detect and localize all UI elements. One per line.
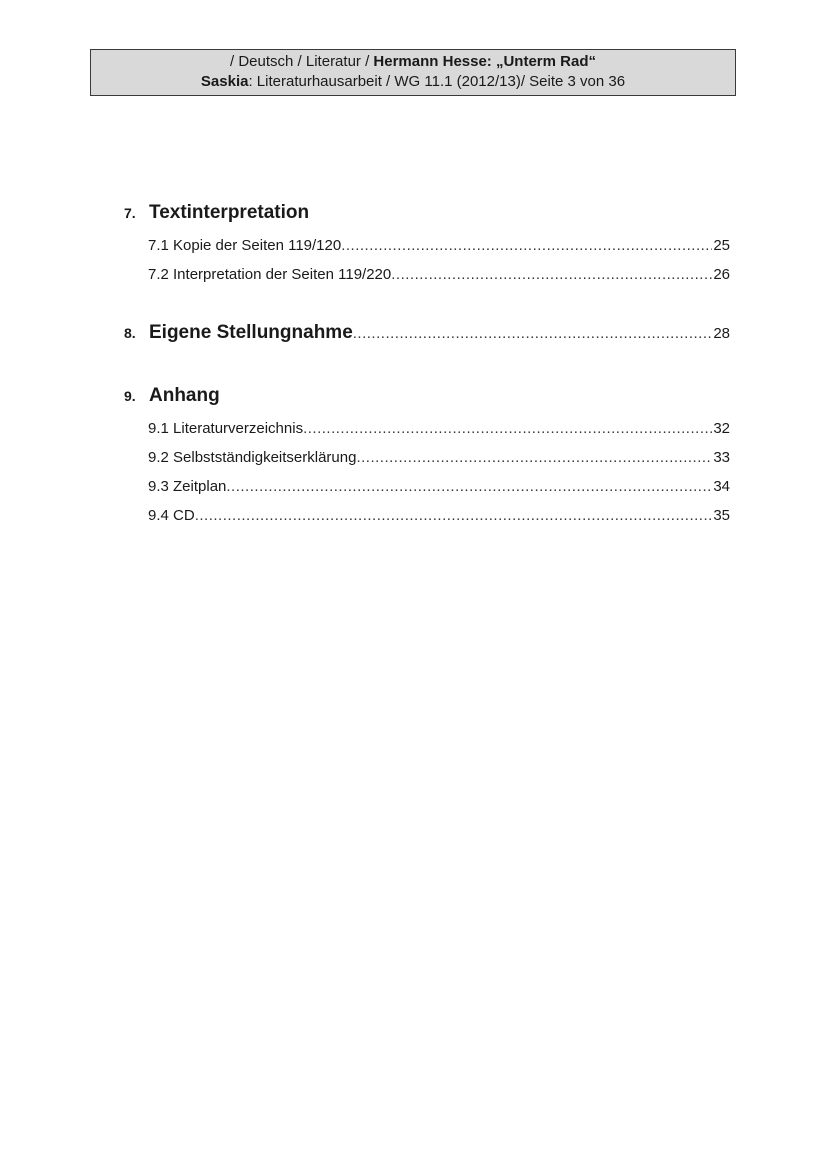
toc-entry-page: 25 — [713, 237, 730, 254]
section-number: 8. — [124, 325, 136, 341]
header-assignment-info: : Literaturhausarbeit / WG 11.1 (2012/13)/ Seite 3 von 36 — [248, 73, 626, 90]
section-title: Eigene Stellungnahme — [149, 322, 353, 343]
toc-section-heading — [124, 202, 730, 230]
toc-entry-page: 33 — [713, 449, 730, 466]
section-number: 7. — [124, 205, 136, 221]
section-number: 9. — [124, 388, 136, 404]
toc-entry-label: 9.2 Selbstständigkeitserklärung — [148, 449, 357, 466]
toc-section-heading — [124, 385, 730, 413]
page-header — [90, 49, 736, 96]
header-subject-path: / Deutsch / Literatur / — [230, 53, 374, 70]
toc-entry — [148, 501, 730, 530]
toc-entry-label: 7.1 Kopie der Seiten 119/120 — [148, 237, 342, 254]
header-line-2 — [91, 72, 735, 92]
toc-section-8 — [124, 322, 730, 350]
toc-section-9 — [124, 385, 730, 530]
toc-entry-label: 9.4 CD — [148, 507, 195, 524]
toc-leader-dots — [226, 472, 712, 501]
section-title: Anhang — [149, 385, 220, 406]
toc-entry-page: 26 — [713, 266, 730, 283]
toc-entry — [148, 414, 730, 443]
toc-leader-dots — [353, 325, 712, 342]
toc-leader-dots — [195, 501, 713, 530]
toc-leader-dots — [341, 231, 712, 260]
section-title: Textinterpretation — [149, 202, 310, 223]
header-book-title: Hermann Hesse: „Unterm Rad“ — [373, 53, 596, 70]
toc-entry-label: 9.1 Literaturverzeichnis — [148, 420, 304, 437]
toc-entry — [148, 472, 730, 501]
toc-entry-page: 35 — [713, 507, 730, 524]
toc-leader-dots — [303, 414, 712, 443]
toc-entry-label: 7.2 Interpretation der Seiten 119/220 — [148, 266, 392, 283]
toc-entry-label: 9.3 Zeitplan — [148, 478, 227, 495]
header-author-name: Saskia — [200, 73, 249, 90]
toc-leader-dots — [356, 443, 712, 472]
toc-entry-page: 34 — [713, 478, 730, 495]
toc-section-heading — [124, 322, 730, 350]
toc-entry-page: 32 — [713, 420, 730, 437]
header-line-1 — [91, 52, 735, 72]
toc-entry — [148, 260, 730, 289]
toc-entry — [148, 443, 730, 472]
toc-section-7 — [124, 202, 730, 289]
toc-entry — [148, 231, 730, 260]
section-page: 28 — [713, 325, 730, 342]
toc-leader-dots — [391, 260, 712, 289]
